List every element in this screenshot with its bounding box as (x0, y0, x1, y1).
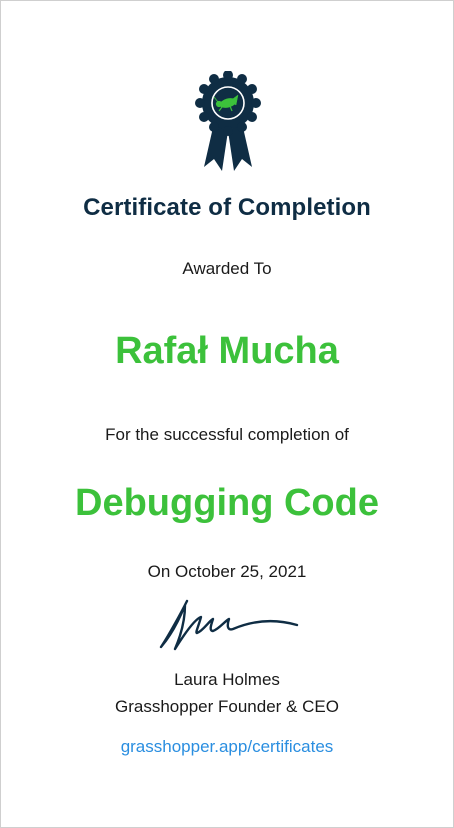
awarded-to-label: Awarded To (182, 259, 272, 278)
completion-label: For the successful completion of (105, 425, 349, 444)
signature (151, 595, 301, 655)
recipient-name: Rafał Mucha (115, 330, 339, 372)
signer-title: Grasshopper Founder & CEO (115, 697, 339, 716)
completion-date: On October 25, 2021 (147, 562, 307, 581)
signer-name: Laura Holmes (174, 670, 280, 689)
award-ribbon-icon (194, 71, 262, 175)
certificate-title: Certificate of Completion (83, 194, 371, 221)
certificates-link[interactable]: grasshopper.app/certificates (120, 737, 334, 756)
course-name: Debugging Code (75, 482, 379, 524)
